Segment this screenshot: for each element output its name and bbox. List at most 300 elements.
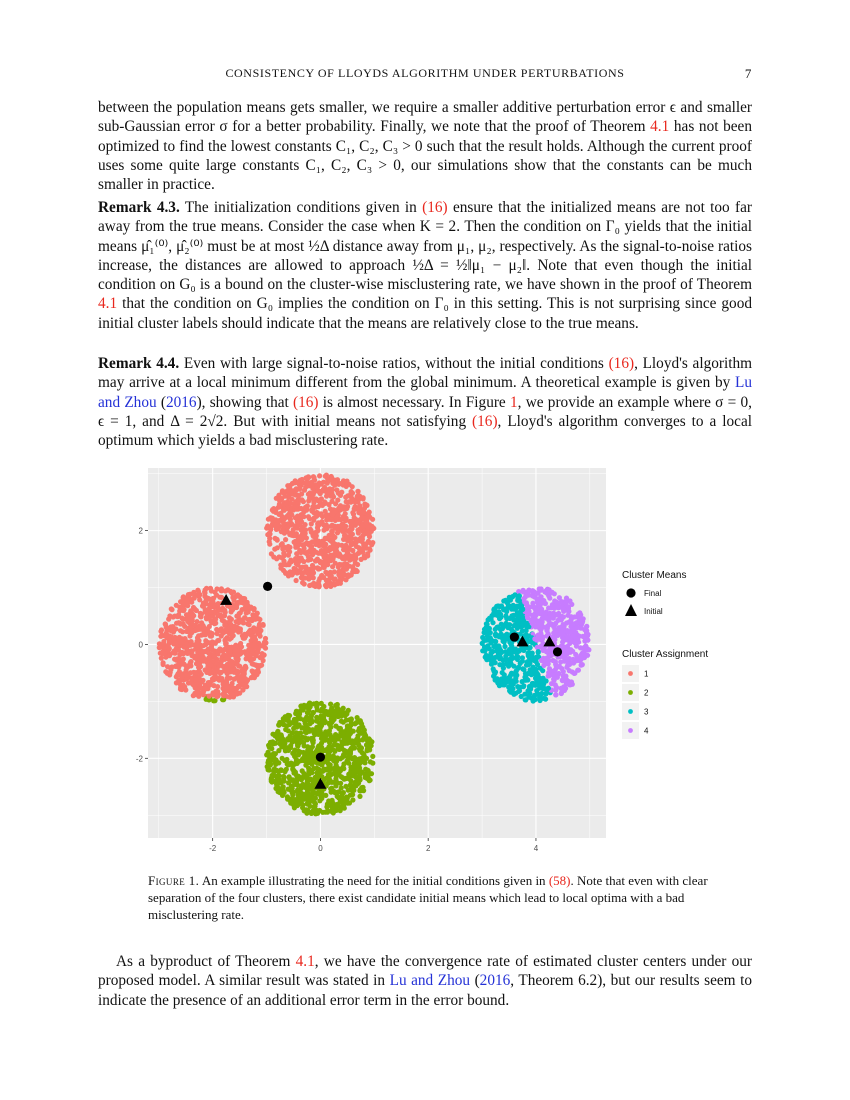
text-run: ensure that the initialized means are not too far away from the true means. Consider the case when K = 2. Then the condition on Γ₀ yields that the initial means μ̂₁⁽⁰⁾, μ̂₂⁽⁰⁾ must be at most ½Δ distance away from μ₁, μ₂, respectively. As the signal-to-noise ratios increase, the distances are allowed to approach ½Δ = ½‖μ₁ − μ₂‖. Note that even though the initial condition on G₀ is a bound on the cluster-wise misclustering rate, we have shown in the proof of Theorem	[98, 199, 752, 294]
data-point	[198, 614, 203, 619]
data-point	[208, 586, 213, 591]
data-point	[348, 749, 353, 754]
figure-link[interactable]: 1	[509, 393, 518, 411]
data-point	[488, 639, 493, 644]
text-run: has not been optimized to find the lowest constants C₁, C₂, C₃ > 0 such that the result holds. Although the current proof uses some quite large constants C₁, C₂, C₃ > 0, our simulations show that the constants can be much smaller in practice.	[98, 118, 752, 194]
data-point	[533, 682, 538, 687]
data-point	[306, 554, 311, 559]
data-point	[242, 596, 247, 601]
legend-key-dot	[628, 728, 633, 733]
data-point	[524, 678, 529, 683]
data-point	[356, 507, 361, 512]
data-point	[252, 675, 257, 680]
data-point	[286, 796, 291, 801]
data-point	[352, 556, 357, 561]
figure-label: Figure 1.	[148, 873, 200, 888]
data-point	[232, 677, 237, 682]
data-point	[345, 726, 350, 731]
data-point	[512, 623, 517, 628]
data-point	[553, 688, 558, 693]
citation-link[interactable]: Lu and Zhou	[389, 972, 471, 990]
data-point	[311, 474, 316, 479]
data-point	[337, 726, 342, 731]
data-point	[350, 792, 355, 797]
data-point	[239, 617, 244, 622]
data-point	[218, 612, 223, 617]
data-point	[291, 778, 296, 783]
data-point	[337, 562, 342, 567]
chart-legend	[622, 570, 708, 739]
data-point	[181, 622, 186, 627]
data-point	[215, 649, 220, 654]
data-point	[338, 768, 343, 773]
data-point	[553, 692, 558, 697]
theorem-link[interactable]: 4.1	[650, 118, 670, 136]
data-point	[247, 629, 252, 634]
final-mean-marker	[316, 753, 325, 762]
data-point	[186, 592, 191, 597]
data-point	[163, 621, 168, 626]
final-mean-marker	[510, 632, 519, 641]
data-point	[195, 642, 200, 647]
data-point	[286, 736, 291, 741]
data-point	[338, 507, 343, 512]
running-title: CONSISTENCY OF LLOYDS ALGORITHM UNDER PERTURBATIONS	[225, 66, 625, 80]
data-point	[199, 620, 204, 625]
data-point	[310, 739, 315, 744]
equation-link[interactable]: (16)	[472, 412, 498, 430]
data-point	[342, 777, 347, 782]
data-point	[497, 604, 502, 609]
data-point	[305, 808, 310, 813]
data-point	[330, 481, 335, 486]
data-point	[525, 610, 530, 615]
data-point	[574, 658, 579, 663]
data-point	[296, 494, 301, 499]
data-point	[272, 766, 277, 771]
data-point	[328, 558, 333, 563]
data-point	[209, 645, 214, 650]
data-point	[322, 777, 327, 782]
data-point	[210, 678, 215, 683]
data-point	[514, 654, 519, 659]
data-point	[250, 661, 255, 666]
figure-caption	[148, 872, 708, 923]
data-point	[365, 553, 370, 558]
data-point	[335, 477, 340, 482]
data-point	[286, 748, 291, 753]
data-point	[322, 559, 327, 564]
data-point	[343, 518, 348, 523]
data-point	[501, 638, 506, 643]
data-point	[221, 664, 226, 669]
data-point	[357, 794, 362, 799]
data-point	[319, 796, 324, 801]
data-point	[532, 594, 537, 599]
data-point	[201, 643, 206, 648]
data-point	[310, 744, 315, 749]
data-point	[338, 808, 343, 813]
data-point	[346, 734, 351, 739]
data-point	[352, 506, 357, 511]
data-point	[333, 732, 338, 737]
data-point	[519, 694, 524, 699]
legend-key-circle	[626, 588, 635, 597]
text-run: The initialization conditions given in	[179, 199, 423, 216]
data-point	[318, 489, 323, 494]
data-point	[212, 590, 217, 595]
data-point	[314, 718, 319, 723]
data-point	[540, 610, 545, 615]
data-point	[291, 803, 296, 808]
data-point	[567, 668, 572, 673]
data-point	[314, 550, 319, 555]
data-point	[281, 744, 286, 749]
data-point	[314, 485, 319, 490]
data-point	[192, 655, 197, 660]
data-point	[215, 638, 220, 643]
data-point	[280, 541, 285, 546]
data-point	[541, 696, 546, 701]
data-point	[231, 590, 236, 595]
legend-label: Initial	[644, 607, 663, 616]
data-point	[527, 691, 532, 696]
data-point	[321, 565, 326, 570]
equation-link[interactable]: (16)	[293, 393, 319, 411]
data-point	[217, 628, 222, 633]
data-point	[557, 613, 562, 618]
data-point	[317, 730, 322, 735]
data-point	[327, 728, 332, 733]
data-point	[480, 641, 485, 646]
data-point	[191, 613, 196, 618]
data-point	[189, 630, 194, 635]
data-point	[564, 649, 569, 654]
data-point	[227, 645, 232, 650]
data-point	[316, 579, 321, 584]
citation-link[interactable]: Lu and Zhou	[98, 374, 752, 411]
data-point	[231, 686, 236, 691]
data-point	[340, 571, 345, 576]
data-point	[213, 673, 218, 678]
data-point	[563, 628, 568, 633]
data-point	[492, 606, 497, 611]
data-point	[353, 499, 358, 504]
data-point	[210, 604, 215, 609]
data-point	[548, 653, 553, 658]
data-point	[565, 634, 570, 639]
data-point	[339, 739, 344, 744]
data-point	[504, 661, 509, 666]
data-point	[298, 565, 303, 570]
data-point	[236, 600, 241, 605]
x-tick-label: 2	[425, 844, 431, 853]
data-point	[578, 657, 583, 662]
data-point	[288, 558, 293, 563]
data-point	[163, 633, 168, 638]
data-point	[520, 615, 525, 620]
data-point	[367, 515, 372, 520]
data-point	[524, 593, 529, 598]
data-point	[219, 676, 224, 681]
data-point	[545, 625, 550, 630]
data-point	[542, 686, 547, 691]
data-point	[316, 584, 321, 589]
data-point	[161, 660, 166, 665]
data-point	[195, 635, 200, 640]
data-point	[172, 614, 177, 619]
data-point	[225, 587, 230, 592]
data-point	[290, 792, 295, 797]
data-point	[288, 501, 293, 506]
data-point	[167, 653, 172, 658]
data-point	[325, 536, 330, 541]
data-point	[222, 647, 227, 652]
data-point	[555, 601, 560, 606]
data-point	[286, 488, 291, 493]
data-point	[329, 736, 334, 741]
data-point	[193, 678, 198, 683]
text-run: As a byproduct of Theorem	[116, 953, 296, 970]
text-run: ), showing that	[196, 393, 294, 411]
data-point	[185, 613, 190, 618]
data-point	[356, 489, 361, 494]
data-point	[344, 499, 349, 504]
data-point	[359, 788, 364, 793]
data-point	[338, 756, 343, 761]
data-point	[351, 786, 356, 791]
text-run: . Note that even with clear separation of the four clusters, there exist candidate initial means which lead to local optima with a bad misclustering rate.	[148, 873, 708, 922]
data-point	[255, 650, 260, 655]
data-point	[158, 651, 163, 656]
data-point	[503, 613, 508, 618]
data-point	[538, 596, 543, 601]
theorem-link[interactable]: 4.1	[98, 295, 118, 313]
data-point	[332, 569, 337, 574]
data-point	[349, 541, 354, 546]
data-point	[312, 778, 317, 783]
data-point	[552, 637, 557, 642]
data-point	[287, 713, 292, 718]
data-point	[564, 620, 569, 625]
data-point	[284, 723, 289, 728]
data-point	[497, 662, 502, 667]
data-point	[207, 667, 212, 672]
data-point	[330, 798, 335, 803]
data-point	[224, 627, 229, 632]
data-point	[303, 541, 308, 546]
data-point	[224, 685, 229, 690]
data-point	[229, 635, 234, 640]
data-point	[214, 694, 219, 699]
data-point	[349, 526, 354, 531]
data-point	[547, 587, 552, 592]
data-point	[318, 723, 323, 728]
data-point	[172, 648, 177, 653]
data-point	[235, 652, 240, 657]
data-point	[260, 653, 265, 658]
data-point	[189, 648, 194, 653]
data-point	[550, 658, 555, 663]
data-point	[306, 766, 311, 771]
data-point	[361, 495, 366, 500]
remark-4-4	[98, 354, 752, 450]
data-point	[295, 519, 300, 524]
figure-1	[98, 462, 752, 872]
data-point	[568, 647, 573, 652]
data-point	[508, 657, 513, 662]
data-point	[566, 679, 571, 684]
data-point	[176, 620, 181, 625]
data-point	[351, 512, 356, 517]
data-point	[543, 661, 548, 666]
data-point	[203, 638, 208, 643]
equation-link[interactable]: (58)	[548, 873, 571, 888]
data-point	[179, 616, 184, 621]
equation-link[interactable]: (16)	[422, 199, 448, 216]
data-point	[274, 523, 279, 528]
data-point	[315, 772, 320, 777]
theorem-link[interactable]: 4.1	[295, 953, 315, 970]
data-point	[565, 613, 570, 618]
data-point	[519, 603, 524, 608]
data-point	[557, 595, 562, 600]
data-point	[323, 710, 328, 715]
data-point	[364, 742, 369, 747]
data-point	[178, 639, 183, 644]
data-point	[311, 583, 316, 588]
data-point	[341, 752, 346, 757]
data-point	[543, 691, 548, 696]
data-point	[159, 656, 164, 661]
data-point	[540, 648, 545, 653]
data-point	[578, 626, 583, 631]
data-point	[309, 713, 314, 718]
data-point	[326, 515, 331, 520]
data-point	[237, 594, 242, 599]
data-point	[192, 593, 197, 598]
data-point	[493, 660, 498, 665]
data-point	[300, 580, 305, 585]
legend-key-dot	[628, 671, 633, 676]
data-point	[255, 668, 260, 673]
data-point	[341, 803, 346, 808]
data-point	[349, 519, 354, 524]
data-point	[294, 724, 299, 729]
text-run: is almost necessary. In Figure	[318, 393, 510, 411]
data-point	[344, 567, 349, 572]
data-point	[341, 790, 346, 795]
data-point	[209, 610, 214, 615]
text-run: (	[470, 972, 480, 990]
data-point	[204, 615, 209, 620]
data-point	[343, 784, 348, 789]
data-point	[551, 624, 556, 629]
data-point	[212, 621, 217, 626]
data-point	[535, 671, 540, 676]
data-point	[486, 617, 491, 622]
data-point	[546, 605, 551, 610]
data-point	[221, 693, 226, 698]
data-point	[307, 516, 312, 521]
data-point	[491, 655, 496, 660]
y-tick-label: -2	[135, 754, 143, 764]
data-point	[518, 609, 523, 614]
data-point	[532, 694, 537, 699]
data-point	[349, 756, 354, 761]
data-point	[577, 614, 582, 619]
data-point	[564, 596, 569, 601]
data-point	[298, 750, 303, 755]
equation-link[interactable]: (16)	[608, 355, 635, 372]
data-point	[327, 778, 332, 783]
data-point	[286, 718, 291, 723]
data-point	[309, 481, 314, 486]
data-point	[328, 553, 333, 558]
data-point	[530, 651, 535, 656]
data-point	[330, 512, 335, 517]
data-point	[318, 542, 323, 547]
data-point	[297, 482, 302, 487]
data-point	[497, 656, 502, 661]
data-point	[201, 692, 206, 697]
data-point	[336, 482, 341, 487]
data-point	[355, 562, 360, 567]
data-point	[269, 757, 274, 762]
text-run: , Lloyd's algorithm may arrive at a local minimum different from the global minimum. A theoretical example is given by	[98, 355, 753, 392]
data-point	[291, 527, 296, 532]
text-run: that the condition on G₀ implies the condition on Γ₀ in this setting. This is not surprising since good initial cluster labels should indicate that the means are relatively close to the true means.	[98, 295, 752, 332]
data-point	[267, 767, 272, 772]
data-point	[278, 497, 283, 502]
data-point	[367, 546, 372, 551]
data-point	[514, 673, 519, 678]
data-point	[328, 524, 333, 529]
data-point	[295, 734, 300, 739]
data-point	[320, 503, 325, 508]
data-point	[328, 702, 333, 707]
data-point	[335, 528, 340, 533]
data-point	[323, 509, 328, 514]
data-point	[219, 659, 224, 664]
data-point	[342, 561, 347, 566]
data-point	[369, 771, 374, 776]
data-point	[288, 743, 293, 748]
data-point	[222, 638, 227, 643]
data-point	[303, 506, 308, 511]
data-point	[187, 643, 192, 648]
data-point	[483, 655, 488, 660]
citation-year-link[interactable]: 2016	[165, 393, 197, 411]
data-point	[525, 615, 530, 620]
data-point	[277, 504, 282, 509]
data-point	[275, 545, 280, 550]
data-point	[329, 499, 334, 504]
data-point	[572, 671, 577, 676]
text-run: , Theorem 6.2), but our results seem to indicate the presence of an additional error term in the error bound.	[98, 972, 752, 1009]
data-point	[585, 632, 590, 637]
data-point	[336, 789, 341, 794]
data-point	[512, 592, 517, 597]
data-point	[220, 608, 225, 613]
data-point	[345, 796, 350, 801]
data-point	[371, 526, 376, 531]
citation-year-link[interactable]: 2016	[479, 972, 511, 990]
data-point	[538, 627, 543, 632]
data-point	[511, 664, 516, 669]
data-point	[284, 757, 289, 762]
data-point	[257, 622, 262, 627]
